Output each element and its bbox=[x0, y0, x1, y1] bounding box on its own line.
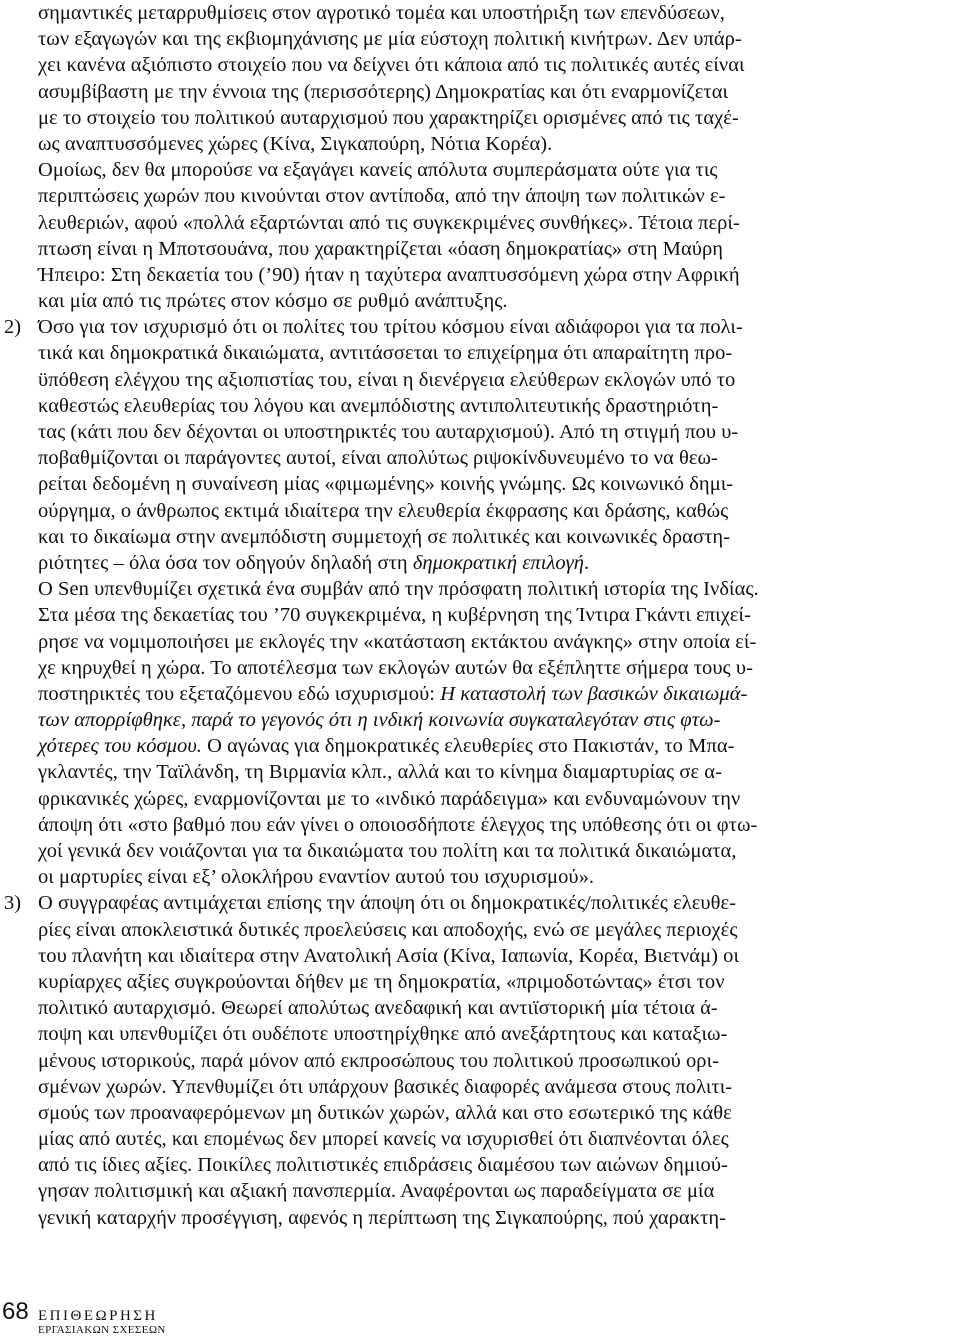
text-line: χε κηρυχθεί η χώρα. Το αποτέλεσμα των εκλογών αυτών θα εξέπληττε σήμερα τους υ- bbox=[38, 656, 753, 679]
text-line: πτωση είναι η Μποτσουάνα, που χαρακτηρίζεται «όαση δημοκρατίας» στη Μαύρη bbox=[38, 237, 723, 260]
text-line: κυρίαρχες αξίες συγκρούονται δήθεν με τη δημοκρατία, «πριμοδοτώντας» έτσι τον bbox=[38, 970, 725, 993]
text-line: ποβαθμίζονται οι παράγοντες αυτοί, είναι απολύτως ριψοκίνδυνευμένο το να θεω- bbox=[38, 447, 718, 470]
line-text: Όσο για τον ισχυρισμό ότι οι πολίτες του τρίτου κόσμου είναι αδιάφοροι για τα πολι- bbox=[38, 316, 743, 339]
text-line: πολιτικό αυταρχισμό. Θεωρεί απολύτως ανεδαφική και αντιϊστορική μία τέτοια ά- bbox=[38, 997, 718, 1020]
italic-phrase: χότερες του κόσμου. bbox=[38, 735, 202, 758]
text-line: σμένων χωρών. Υπενθυμίζει ότι υπάρχουν βασικές διαφορές ανάμεσα στους πολιτι- bbox=[38, 1075, 733, 1098]
text-line: χει κανένα αξιόπιστο στοιχείο που να δείχνει ότι κάποια από τις πολιτικές αυτές είναι bbox=[38, 54, 745, 77]
text-line: Ομοίως, δεν θα μπορούσε να εξαγάγει κανείς απόλυτα συμπεράσματα ούτε για τις bbox=[38, 159, 718, 182]
text-line bbox=[4, 314, 828, 340]
text-line: μένους ιστορικούς, παρά μόνον από εκπροσώπους του πολιτικού προσωπικού ορι- bbox=[38, 1049, 720, 1072]
journal-name bbox=[38, 1308, 166, 1337]
line-text: Ο αγώνας για δημοκρατικές ελευθερίες στο Πακιστάν, το Μπα- bbox=[201, 735, 735, 758]
text-line: άποψη ότι «στο βαθμό που εάν γίνει ο οποιοσδήποτε έλεγχος της υπόθεσης ότι οι φτω- bbox=[38, 813, 758, 836]
text-line: ποψη και υπενθυμίζει ότι ουδέποτε υποστηρίχθηκε από ανεξάρτητους και καταξιω- bbox=[38, 1023, 728, 1046]
text-line: ως αναπτυσσόμενες χώρες (Κίνα, Σιγκαπούρη, Νότια Κορέα). bbox=[38, 132, 553, 155]
text-line: με το στοιχείο του πολιτικού αυταρχισμού που χαρακτηρίζει ορισμένες από τις ταχέ- bbox=[38, 106, 739, 129]
text-line bbox=[4, 890, 828, 916]
text-line bbox=[38, 550, 828, 576]
text-line: φρικανικές χώρες, εναρμονίζονται με το «ινδικό παράδειγμα» και ενδυναμώνουν την bbox=[38, 787, 741, 810]
text-line: γκλαντές, την Ταϊλάνδη, τη Βιρμανία κλπ., αλλά και το κίνημα διαμαρτυρίας σε α- bbox=[38, 761, 722, 784]
text-line: σημαντικές μεταρρυθμίσεις στον αγροτικό τομέα και υποστήριξη των επενδύσεων, bbox=[38, 2, 725, 24]
line-text: ριότητες – όλα όσα τον οδηγούν δηλαδή στη bbox=[38, 551, 413, 574]
list-marker: 3) bbox=[4, 892, 22, 915]
text-line: Ήπειρο: Στη δεκαετία του (’90) ήταν η ταχύτερα αναπτυσσόμενη χώρα στην Αφρική bbox=[38, 263, 740, 286]
line-text: ποστηρικτές του εξεταζόμενου εδώ ισχυρισμού: bbox=[38, 682, 441, 705]
text-line: μίας από αυτές, και επομένως δεν μπορεί κανείς να ισχυρισθεί ότι διαπνέονται όλες bbox=[38, 1128, 729, 1151]
text-line: ασυμβίβαστη με την έννοια της (περισσότερης) Δημοκρατίας και ότι εναρμονίζεται bbox=[38, 80, 729, 103]
body-text bbox=[4, 0, 828, 1231]
text-line: ρείται δεδομένη η συναίνεση μίας «φιμωμένης» κοινής γνώμης. Ως κοινωνικό δημι- bbox=[38, 473, 734, 496]
text-line: γησαν πολιτισμική και αξιακή πανσπερμία. Αναφέρονται ως παραδείγματα σε μία bbox=[38, 1180, 715, 1203]
text-line: τας (κάτι που δεν δέχονται οι υποστηρικτές του αυταρχισμού). Από τη στιγμή που υ- bbox=[38, 421, 739, 443]
text-line: καθεστώς ελευθερίας του λόγου και ανεμπόδιστης αντιπολιτευτικής δραστηριότη- bbox=[38, 394, 719, 417]
text-line: από τις ίδιες αξίες. Ποικίλες πολιτιστικές επιδράσεις διαμέσου των αιώνων δημιού- bbox=[38, 1154, 728, 1177]
page-number: 68 bbox=[2, 1298, 29, 1325]
text-line: Στα μέσα της δεκαετίας του ’70 συγκεκριμένα, η κυβέρνηση της Ίντιρα Γκάντι επιχεί- bbox=[38, 604, 751, 627]
text-line bbox=[38, 733, 828, 759]
list-marker: 2) bbox=[4, 316, 22, 339]
text-line: χοί γενικά δεν νοιάζονται για τα δικαιώματα του πολίτη και τα πολιτικά δικαιώματα, bbox=[38, 840, 737, 862]
italic-phrase: Η καταστολή των βασικών δικαιωμά- bbox=[440, 682, 748, 705]
text-line bbox=[38, 681, 828, 707]
text-line: τικά και δημοκρατικά δικαιώματα, αντιτάσσεται το επιχείρημα ότι απαραίτητη προ- bbox=[38, 342, 733, 365]
line-text: . bbox=[584, 551, 590, 574]
text-line: οι μαρτυρίες είναι εξ’ ολοκλήρου εναντίον αυτού του ισχυρισμού». bbox=[38, 866, 595, 889]
text-line: και μία από τις πρώτες στον κόσμο σε ρυθμό ανάπτυξης. bbox=[38, 290, 508, 313]
text-line: ρίες είναι αποκλειστικά δυτικές προελεύσεις και αποδοχής, ενώ σε μεγάλες περιοχές bbox=[38, 918, 738, 941]
text-line: Ο Sen υπενθυμίζει σχετικά ένα συμβάν από την πρόσφατη πολιτική ιστορία της Ινδίας. bbox=[38, 578, 759, 601]
line-text: Ο συγγραφέας αντιμάχεται επίσης την άποψη ότι οι δημοκρατικές/πολιτικές ελευθε- bbox=[38, 892, 737, 915]
journal-subtitle: ΕΡΓΑΣΙΑΚΩΝ ΣΧΕΣΕΩΝ bbox=[38, 1324, 166, 1336]
text-line: των απορρίφθηκε, παρά το γεγονός ότι η ινδική κοινωνία συγκαταλεγόταν στις φτω- bbox=[38, 709, 721, 732]
journal-title: ΕΠΙΘΕΩΡΗΣΗ bbox=[38, 1308, 158, 1324]
text-line: ρησε να νομιμοποιήσει με εκλογές την «κατάσταση εκτάκτου ανάγκης» στην οποία εί- bbox=[38, 630, 757, 653]
text-line: ούργημα, ο άνθρωπος εκτιμά ιδιαίτερα την ελευθερία έκφρασης και δράσης, καθώς bbox=[38, 499, 729, 522]
text-line: περιπτώσεις χωρών που κινούνται στον αντίποδα, από την άποψη των πολιτικών ε- bbox=[38, 185, 726, 208]
text-line: σμούς των προαναφερόμενων μη δυτικών χωρών, αλλά και στο εσωτερικό της κάθε bbox=[38, 1101, 732, 1124]
text-line: ϋπόθεση ελέγχου της αξιοπιστίας του, είναι η διενέργεια ελεύθερων εκλογών υπό το bbox=[38, 368, 736, 391]
text-line: και το δικαίωμα στην ανεμπόδιστη συμμετοχή σε πολιτικές και κοινωνικές δραστη- bbox=[38, 525, 731, 548]
italic-phrase: δημοκρατική επιλογή bbox=[412, 551, 585, 574]
text-line: λευθεριών, αφού «πολλά εξαρτώνται από τις συγκεκριμένες συνθήκες». Τέτοια περί- bbox=[38, 211, 740, 234]
text-line: γενική καταρχήν προσέγγιση, αφενός η περίπτωση της Σιγκαπούρης, πού χαρακτη- bbox=[38, 1206, 727, 1229]
text-line: του πλανήτη και ιδιαίτερα στην Ανατολική Ασία (Κίνα, Ιαπωνία, Κορέα, Βιετνάμ) οι bbox=[38, 944, 740, 967]
text-line: των εξαγωγών και της εκβιομηχάνισης με μία εύστοχη πολιτική κινήτρων. Δεν υπάρ- bbox=[38, 28, 742, 51]
